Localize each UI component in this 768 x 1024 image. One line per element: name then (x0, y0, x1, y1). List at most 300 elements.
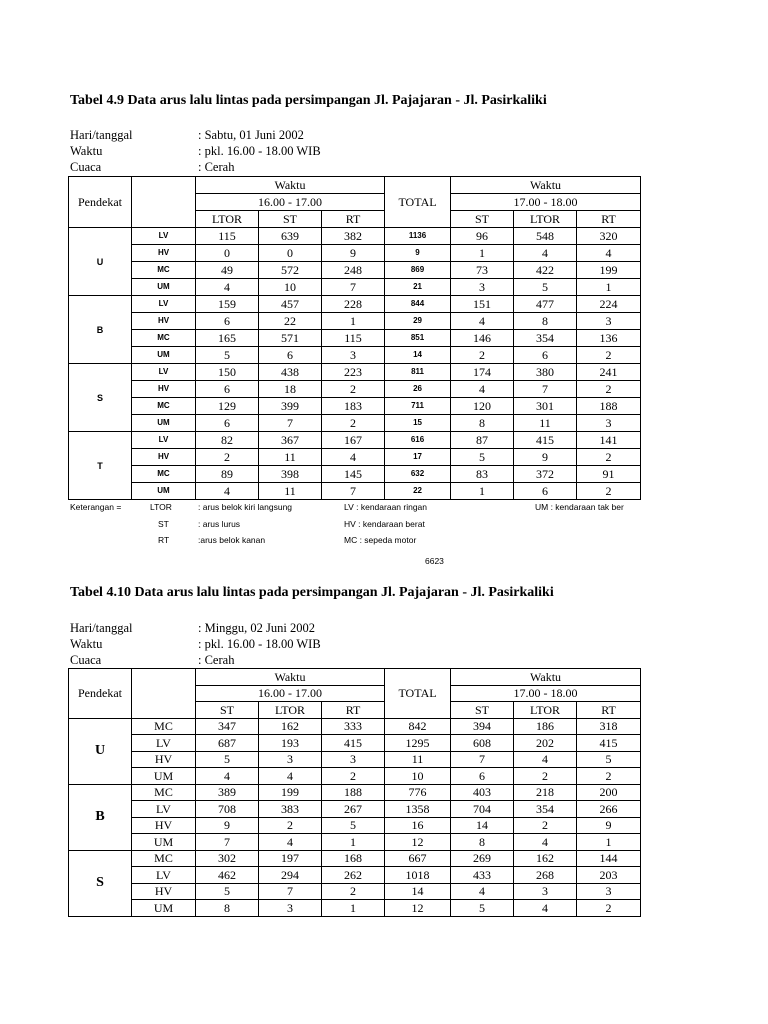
table-row (69, 867, 641, 884)
value-cell: 162 (259, 718, 322, 735)
col-header: RT (322, 702, 385, 719)
value-cell: 188 (322, 784, 385, 801)
value-cell: 5 (451, 449, 514, 466)
value-cell: 3 (577, 883, 641, 900)
period-header: 16.00 - 17.00 (196, 685, 385, 702)
value-cell: 4 (451, 381, 514, 398)
value-cell: 7 (451, 751, 514, 768)
value-cell: 302 (196, 850, 259, 867)
total-cell: 22 (385, 483, 451, 500)
total-cell: 869 (385, 262, 451, 279)
value-cell: 3 (577, 313, 641, 330)
value-cell: 2 (322, 883, 385, 900)
vehicle-type: HV (132, 751, 196, 768)
col-header: RT (322, 211, 385, 228)
value-cell: 5 (196, 347, 259, 364)
group-label: T (69, 432, 132, 500)
value-cell: 6 (196, 313, 259, 330)
value-cell: 18 (259, 381, 322, 398)
value-cell: 438 (259, 364, 322, 381)
value-cell: 394 (451, 718, 514, 735)
table1-body (69, 228, 641, 500)
value-cell: 174 (451, 364, 514, 381)
value-cell: 141 (577, 432, 641, 449)
vehicle-type: UM (132, 279, 196, 296)
value-cell: 1 (577, 834, 641, 851)
group-label: B (69, 784, 132, 850)
total-cell: 12 (385, 900, 451, 917)
note-vehicle: HV : kendaraan berat (344, 519, 425, 529)
value-cell: 269 (451, 850, 514, 867)
note-vehicle: LV : kendaraan ringan (344, 502, 428, 512)
table-row (69, 483, 641, 500)
table-row (69, 466, 641, 483)
total-cell: 667 (385, 850, 451, 867)
meta-label: Waktu (70, 637, 103, 651)
value-cell: 354 (514, 801, 577, 818)
total-cell: 1295 (385, 735, 451, 752)
value-cell: 7 (322, 483, 385, 500)
table-row (69, 834, 641, 851)
total-cell: 776 (385, 784, 451, 801)
keterangan-label: Keterangan = (70, 502, 122, 512)
value-cell: 354 (514, 330, 577, 347)
value-cell: 49 (196, 262, 259, 279)
total-cell: 14 (385, 347, 451, 364)
value-cell: 146 (451, 330, 514, 347)
table-row (69, 768, 641, 785)
value-cell: 1 (451, 245, 514, 262)
vehicle-type: HV (132, 313, 196, 330)
value-cell: 8 (451, 415, 514, 432)
value-cell: 7 (322, 279, 385, 296)
table-row (69, 850, 641, 867)
value-cell: 162 (514, 850, 577, 867)
value-cell: 202 (514, 735, 577, 752)
note-extra: UM : kendaraan tak ber (535, 502, 624, 512)
value-cell: 1 (322, 834, 385, 851)
grand-total: 6623 (425, 556, 444, 566)
group-label: U (69, 718, 132, 784)
col-header: ST (451, 211, 514, 228)
col-header: RT (577, 702, 641, 719)
table-row (69, 801, 641, 818)
table-row (69, 398, 641, 415)
period-header: 17.00 - 18.00 (451, 194, 641, 211)
type-header-blank (132, 669, 196, 719)
vehicle-type: LV (132, 296, 196, 313)
value-cell: 347 (196, 718, 259, 735)
value-cell: 3 (514, 883, 577, 900)
vehicle-type: LV (132, 735, 196, 752)
value-cell: 1 (322, 313, 385, 330)
value-cell: 708 (196, 801, 259, 818)
table-row (69, 245, 641, 262)
table1-meta (70, 127, 321, 175)
table-row (69, 449, 641, 466)
value-cell: 1 (322, 900, 385, 917)
value-cell: 687 (196, 735, 259, 752)
pendekat-header: Pendekat (69, 669, 132, 719)
value-cell: 9 (322, 245, 385, 262)
col-header: LTOR (196, 211, 259, 228)
table-row (69, 296, 641, 313)
period-header: 16.00 - 17.00 (196, 194, 385, 211)
table1-grid (68, 176, 641, 500)
type-header-blank (132, 177, 196, 228)
total-cell: 9 (385, 245, 451, 262)
value-cell: 199 (577, 262, 641, 279)
value-cell: 262 (322, 867, 385, 884)
total-cell: 14 (385, 883, 451, 900)
value-cell: 704 (451, 801, 514, 818)
value-cell: 5 (514, 279, 577, 296)
value-cell: 389 (196, 784, 259, 801)
value-cell: 186 (514, 718, 577, 735)
value-cell: 87 (451, 432, 514, 449)
vehicle-type: UM (132, 347, 196, 364)
vehicle-type: UM (132, 768, 196, 785)
value-cell: 6 (196, 415, 259, 432)
vehicle-type: LV (132, 364, 196, 381)
table2-title: Tabel 4.10 Data arus lalu lintas pada persimpangan Jl. Pajajaran - Jl. Pasirkaliki (70, 585, 554, 600)
value-cell: 9 (196, 817, 259, 834)
vehicle-type: MC (132, 398, 196, 415)
value-cell: 2 (322, 415, 385, 432)
value-cell: 3 (322, 751, 385, 768)
table-row (69, 381, 641, 398)
value-cell: 3 (451, 279, 514, 296)
total-cell: 711 (385, 398, 451, 415)
value-cell: 83 (451, 466, 514, 483)
value-cell: 5 (451, 900, 514, 917)
value-cell: 4 (514, 245, 577, 262)
value-cell: 398 (259, 466, 322, 483)
col-header: ST (196, 702, 259, 719)
value-cell: 2 (577, 381, 641, 398)
value-cell: 167 (322, 432, 385, 449)
table-row (69, 432, 641, 449)
meta-value: : Sabtu, 01 Juni 2002 (198, 128, 304, 142)
vehicle-type: LV (132, 432, 196, 449)
value-cell: 8 (451, 834, 514, 851)
total-cell: 616 (385, 432, 451, 449)
value-cell: 7 (259, 415, 322, 432)
value-cell: 218 (514, 784, 577, 801)
value-cell: 571 (259, 330, 322, 347)
vehicle-type: HV (132, 817, 196, 834)
value-cell: 4 (577, 245, 641, 262)
waktu-header: Waktu (451, 669, 641, 686)
value-cell: 4 (322, 449, 385, 466)
vehicle-type: LV (132, 867, 196, 884)
waktu-header: Waktu (196, 669, 385, 686)
value-cell: 188 (577, 398, 641, 415)
value-cell: 2 (577, 483, 641, 500)
value-cell: 8 (196, 900, 259, 917)
value-cell: 318 (577, 718, 641, 735)
value-cell: 4 (196, 768, 259, 785)
pendekat-header: Pendekat (69, 177, 132, 228)
value-cell: 183 (322, 398, 385, 415)
note-desc: : arus belok kiri langsung (198, 502, 293, 512)
total-cell: 811 (385, 364, 451, 381)
total-cell: 17 (385, 449, 451, 466)
value-cell: 3 (259, 900, 322, 917)
col-header: ST (259, 211, 322, 228)
value-cell: 73 (451, 262, 514, 279)
value-cell: 6 (259, 347, 322, 364)
value-cell: 333 (322, 718, 385, 735)
total-cell: 16 (385, 817, 451, 834)
value-cell: 11 (259, 449, 322, 466)
value-cell: 3 (577, 415, 641, 432)
value-cell: 4 (259, 834, 322, 851)
value-cell: 91 (577, 466, 641, 483)
value-cell: 6 (514, 483, 577, 500)
value-cell: 165 (196, 330, 259, 347)
value-cell: 7 (514, 381, 577, 398)
table-row (69, 330, 641, 347)
value-cell: 415 (514, 432, 577, 449)
table-row (69, 262, 641, 279)
value-cell: 608 (451, 735, 514, 752)
value-cell: 9 (514, 449, 577, 466)
value-cell: 145 (322, 466, 385, 483)
table-row (69, 817, 641, 834)
value-cell: 6 (196, 381, 259, 398)
value-cell: 159 (196, 296, 259, 313)
value-cell: 572 (259, 262, 322, 279)
vehicle-type: LV (132, 228, 196, 245)
value-cell: 403 (451, 784, 514, 801)
value-cell: 2 (259, 817, 322, 834)
col-header: LTOR (514, 702, 577, 719)
value-cell: 415 (322, 735, 385, 752)
value-cell: 115 (322, 330, 385, 347)
value-cell: 4 (259, 768, 322, 785)
value-cell: 203 (577, 867, 641, 884)
value-cell: 144 (577, 850, 641, 867)
table-row (69, 718, 641, 735)
value-cell: 223 (322, 364, 385, 381)
meta-label: Waktu (70, 144, 103, 158)
col-header: RT (577, 211, 641, 228)
meta-label: Cuaca (70, 160, 102, 174)
vehicle-type: UM (132, 415, 196, 432)
value-cell: 267 (322, 801, 385, 818)
value-cell: 4 (196, 279, 259, 296)
value-cell: 89 (196, 466, 259, 483)
vehicle-type: MC (132, 718, 196, 735)
table-row (69, 228, 641, 245)
value-cell: 422 (514, 262, 577, 279)
table-row (69, 900, 641, 917)
note-desc: :arus belok kanan (198, 535, 266, 545)
value-cell: 8 (514, 313, 577, 330)
table2-grid (68, 668, 641, 917)
vehicle-type: LV (132, 801, 196, 818)
period-header: 17.00 - 18.00 (451, 685, 641, 702)
vehicle-type: MC (132, 850, 196, 867)
value-cell: 383 (259, 801, 322, 818)
value-cell: 477 (514, 296, 577, 313)
value-cell: 9 (577, 817, 641, 834)
group-label: B (69, 296, 132, 364)
value-cell: 4 (514, 834, 577, 851)
value-cell: 241 (577, 364, 641, 381)
group-label: S (69, 364, 132, 432)
waktu-header: Waktu (196, 177, 385, 194)
total-cell: 632 (385, 466, 451, 483)
waktu-header: Waktu (451, 177, 641, 194)
meta-value: : Minggu, 02 Juni 2002 (198, 621, 316, 635)
value-cell: 11 (259, 483, 322, 500)
value-cell: 639 (259, 228, 322, 245)
value-cell: 380 (514, 364, 577, 381)
col-header: LTOR (259, 702, 322, 719)
vehicle-type: HV (132, 449, 196, 466)
vehicle-type: UM (132, 834, 196, 851)
total-cell: 842 (385, 718, 451, 735)
vehicle-type: UM (132, 900, 196, 917)
value-cell: 228 (322, 296, 385, 313)
note-code: LTOR (150, 502, 172, 512)
total-header: TOTAL (385, 669, 451, 719)
total-cell: 29 (385, 313, 451, 330)
value-cell: 268 (514, 867, 577, 884)
value-cell: 4 (451, 313, 514, 330)
note-desc: : arus lurus (198, 519, 241, 529)
value-cell: 5 (322, 817, 385, 834)
table-row (69, 883, 641, 900)
value-cell: 200 (577, 784, 641, 801)
value-cell: 2 (322, 381, 385, 398)
value-cell: 462 (196, 867, 259, 884)
total-cell: 26 (385, 381, 451, 398)
value-cell: 2 (451, 347, 514, 364)
table-row (69, 347, 641, 364)
table-row (69, 784, 641, 801)
value-cell: 199 (259, 784, 322, 801)
value-cell: 168 (322, 850, 385, 867)
total-cell: 851 (385, 330, 451, 347)
vehicle-type: MC (132, 330, 196, 347)
value-cell: 248 (322, 262, 385, 279)
value-cell: 7 (259, 883, 322, 900)
value-cell: 433 (451, 867, 514, 884)
meta-value: : Cerah (198, 653, 235, 667)
value-cell: 0 (196, 245, 259, 262)
value-cell: 4 (514, 900, 577, 917)
note-code: ST (158, 519, 169, 529)
value-cell: 11 (514, 415, 577, 432)
value-cell: 2 (196, 449, 259, 466)
value-cell: 415 (577, 735, 641, 752)
vehicle-type: UM (132, 483, 196, 500)
value-cell: 2 (577, 449, 641, 466)
table-row (69, 751, 641, 768)
value-cell: 96 (451, 228, 514, 245)
total-cell: 1018 (385, 867, 451, 884)
value-cell: 5 (196, 883, 259, 900)
value-cell: 457 (259, 296, 322, 313)
meta-label: Hari/tanggal (70, 621, 133, 635)
value-cell: 14 (451, 817, 514, 834)
value-cell: 4 (514, 751, 577, 768)
value-cell: 115 (196, 228, 259, 245)
table-row (69, 313, 641, 330)
total-header: TOTAL (385, 177, 451, 228)
value-cell: 3 (322, 347, 385, 364)
value-cell: 10 (259, 279, 322, 296)
table-row (69, 735, 641, 752)
value-cell: 6 (451, 768, 514, 785)
value-cell: 150 (196, 364, 259, 381)
value-cell: 382 (322, 228, 385, 245)
meta-value: : pkl. 16.00 - 18.00 WIB (198, 637, 321, 651)
table2-body (69, 718, 641, 916)
value-cell: 372 (514, 466, 577, 483)
note-vehicle: MC : sepeda motor (344, 535, 417, 545)
total-cell: 21 (385, 279, 451, 296)
value-cell: 22 (259, 313, 322, 330)
value-cell: 120 (451, 398, 514, 415)
value-cell: 2 (577, 347, 641, 364)
group-label: U (69, 228, 132, 296)
value-cell: 0 (259, 245, 322, 262)
table-row (69, 279, 641, 296)
table-row (69, 364, 641, 381)
value-cell: 2 (577, 768, 641, 785)
value-cell: 4 (196, 483, 259, 500)
value-cell: 224 (577, 296, 641, 313)
value-cell: 1 (577, 279, 641, 296)
total-cell: 844 (385, 296, 451, 313)
total-cell: 12 (385, 834, 451, 851)
value-cell: 367 (259, 432, 322, 449)
value-cell: 7 (196, 834, 259, 851)
table-row (69, 415, 641, 432)
value-cell: 6 (514, 347, 577, 364)
table1-title: Tabel 4.9 Data arus lalu lintas pada persimpangan Jl. Pajajaran - Jl. Pasirkaliki (70, 93, 547, 108)
vehicle-type: MC (132, 784, 196, 801)
col-header: LTOR (514, 211, 577, 228)
value-cell: 151 (451, 296, 514, 313)
value-cell: 1 (451, 483, 514, 500)
value-cell: 2 (514, 817, 577, 834)
value-cell: 129 (196, 398, 259, 415)
vehicle-type: MC (132, 466, 196, 483)
total-cell: 1136 (385, 228, 451, 245)
value-cell: 301 (514, 398, 577, 415)
meta-value: : Cerah (198, 160, 235, 174)
meta-label: Cuaca (70, 653, 102, 667)
value-cell: 136 (577, 330, 641, 347)
value-cell: 2 (514, 768, 577, 785)
value-cell: 399 (259, 398, 322, 415)
total-cell: 15 (385, 415, 451, 432)
value-cell: 82 (196, 432, 259, 449)
value-cell: 5 (196, 751, 259, 768)
meta-label: Hari/tanggal (70, 128, 133, 142)
total-cell: 1358 (385, 801, 451, 818)
total-cell: 10 (385, 768, 451, 785)
value-cell: 193 (259, 735, 322, 752)
value-cell: 5 (577, 751, 641, 768)
vehicle-type: HV (132, 245, 196, 262)
vehicle-type: HV (132, 883, 196, 900)
